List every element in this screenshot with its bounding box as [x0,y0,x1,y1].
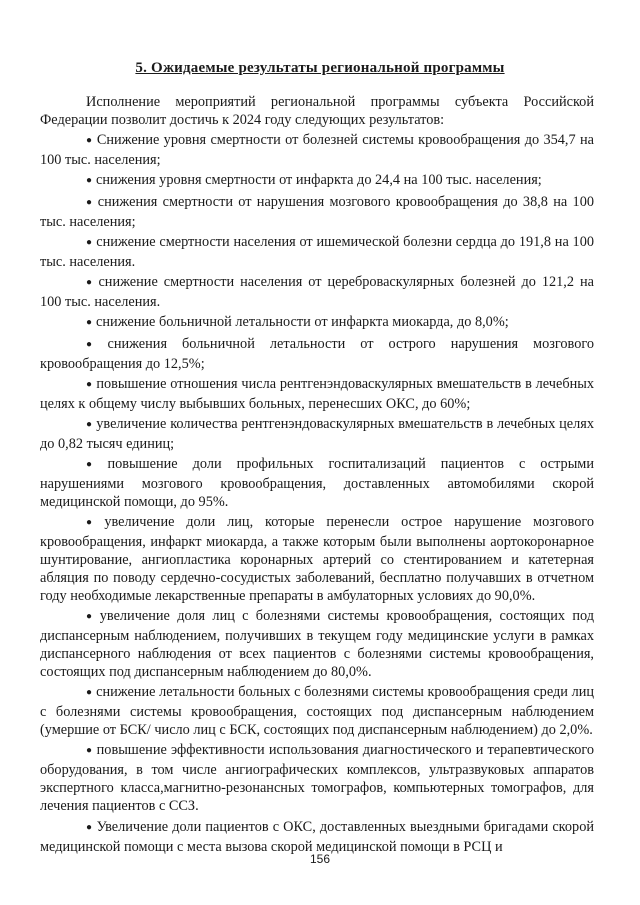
list-item-text: Увеличение доли пациентов с ОКС, доставленных выездными бригадами скорой медицинской помощи с места вызова скорой медицинской помощи в РСЦ и [40,819,594,855]
list-item-text: повышение доли профильных госпитализаций пациентов с острыми нарушениями мозгового кровообращения, доставленных автомобилями скорой медицинской помощи, до 95%. [40,456,595,510]
bullet-icon: ● [86,277,95,288]
list-item [40,193,594,231]
list-item-text: снижение смертности населения от цереброваскулярных болезней до 121,2 на 100 тыс. населения. [40,274,594,310]
bullet-icon: ● [86,822,93,833]
list-item [40,741,594,815]
list-item-text: снижения больничной летальности от острого нарушения мозгового кровообращения до 12,5%; [40,336,594,372]
list-item [40,607,594,681]
list-item-text: повышение отношения числа рентгенэндоваскулярных вмешательств в лечебных целях к общему числу выбывших больных, перенесших ОКС, до 60%; [40,376,594,412]
bullet-icon: ● [86,459,104,470]
bullet-icon: ● [86,175,93,186]
list-item [40,683,594,739]
list-item [40,233,594,271]
bullet-icon: ● [86,317,93,328]
list-item-text: снижение летальности больных с болезнями системы кровообращения среди лиц с болезнями системы кровообращения, состоящих под диспансерным наблюдением (умершие от БСК/ число лиц с БСК, состоящих под диспансерным наблюдением) до 2,0%. [40,684,594,738]
bullet-icon: ● [86,237,93,248]
list-item-text: снижения смертности от нарушения мозгового кровообращения до 38,8 на 100 тыс. населения; [40,194,595,230]
list-item [40,415,594,453]
list-item [40,375,594,413]
bullet-icon: ● [86,687,93,698]
list-item-text: снижение смертности населения от ишемической болезни сердца до 191,8 на 100 тыс. населения. [40,234,595,270]
list-item-text: увеличение доля лиц с болезнями системы кровообращения, состоящих под диспансерным наблюдением, получивших в текущем году медицинские услуги в рамках диспансерного наблюдения от всех пациентов с болезнями системы кровообращения, состоящих под диспансерным наблюдением до 80,0%. [40,608,594,680]
bullet-icon: ● [86,611,96,622]
bullet-icon: ● [86,339,104,350]
bullet-icon: ● [86,379,93,390]
list-item-last [40,818,594,856]
bullet-icon: ● [86,135,93,146]
list-item [40,131,594,169]
body-text [40,93,594,858]
list-item [40,171,594,191]
section-heading: 5. Ожидаемые результаты региональной программы [135,60,505,76]
list-item-text: снижения уровня смертности от инфаркта до 24,4 на 100 тыс. населения; [96,172,542,188]
list-item [40,273,594,311]
bullet-icon: ● [86,745,93,756]
bullet-icon: ● [86,419,93,430]
list-item-text: повышение эффективности использования диагностического и терапевтического оборудования, в том числе ангиографических комплексов, ультразвуковых аппаратов экспертного класса,магнитно-резонансных томографов, компьютерных томографов, для лечения пациентов с ССЗ. [40,742,595,814]
list-item [40,313,594,333]
list-item [40,513,594,605]
list-item [40,455,594,511]
page-number: 156 [309,852,331,866]
list-item-text: увеличение доли лиц, которые перенесли острое нарушение мозгового кровообращения, инфаркт миокарда, а также которым были выполнены аортокоронарное шунтирование, ангиопластика коронарных артерий со стентированием и катетерная абляция по поводу сердечно-сосудистых заболеваний, бесплатно получавших в отчетном году необходимые лекарственные препараты в амбулаторных условиях до 90,0%. [40,514,594,604]
bullet-icon: ● [86,197,94,208]
list-item-text: увеличение количества рентгенэндоваскулярных вмешательств в лечебных целях до 0,82 тысяч единиц; [40,416,594,452]
bullet-icon: ● [86,517,101,528]
intro-paragraph: Исполнение мероприятий региональной программы субъекта Российской Федерации позволит достичь к 2024 году следующих результатов: [40,94,594,128]
list-item [40,335,594,373]
list-item-text: Снижение уровня смертности от болезней системы кровообращения до 354,7 на 100 тыс. населения; [40,132,594,168]
list-item-text: снижение больничной летальности от инфаркта миокарда, до 8,0%; [96,314,509,330]
